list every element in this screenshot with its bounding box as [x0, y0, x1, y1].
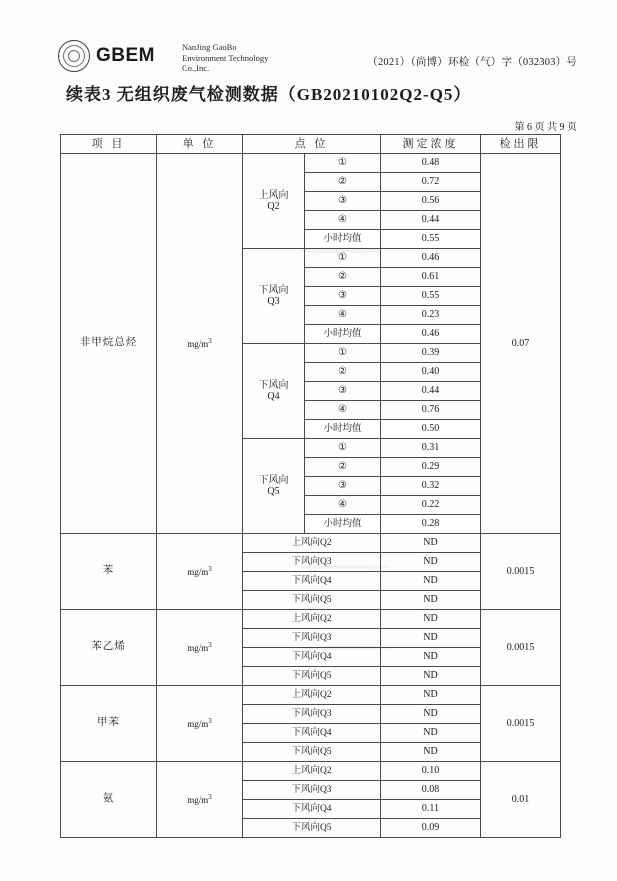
detection-limit: 0.0015	[481, 610, 561, 686]
table-header-row	[61, 135, 561, 154]
measured-value: ND	[381, 553, 481, 572]
measured-value: 0.50	[381, 420, 481, 439]
point-label: 下风向Q3	[243, 629, 381, 648]
measured-value: ND	[381, 591, 481, 610]
item-name: 氨	[61, 762, 157, 838]
sub-point: 小时均值	[305, 230, 381, 249]
item-name: 苯	[61, 534, 157, 610]
point-label: 下风向 Q5	[243, 439, 305, 534]
measured-value: 0.44	[381, 211, 481, 230]
logo-text: GBEM	[96, 45, 155, 66]
page-title: 续表3 无组织废气检测数据（GB20210102Q2-Q5）	[66, 85, 472, 104]
measured-value: ND	[381, 705, 481, 724]
point-label: 下风向 Q3	[243, 249, 305, 344]
sub-point: ①	[305, 344, 381, 363]
col-header-value: 测定浓度	[381, 135, 481, 154]
measured-value: 0.39	[381, 344, 481, 363]
sub-point: ①	[305, 439, 381, 458]
measured-value: 0.22	[381, 496, 481, 515]
sub-point: 小时均值	[305, 420, 381, 439]
measured-value: 0.09	[381, 819, 481, 838]
point-label: 下风向Q4	[243, 724, 381, 743]
measured-value: 0.55	[381, 230, 481, 249]
measured-value: 0.08	[381, 781, 481, 800]
col-header-limit: 检出限	[481, 135, 561, 154]
item-unit: $mg/m^3$	[157, 762, 243, 838]
measured-value: ND	[381, 534, 481, 553]
measured-value: ND	[381, 667, 481, 686]
point-label: 下风向Q5	[243, 819, 381, 838]
measured-value: 0.44	[381, 382, 481, 401]
report-code: （2021）（尚博）环检（气）字（032303）号	[367, 57, 577, 68]
point-label: 下风向Q4	[243, 648, 381, 667]
item-name: 非甲烷总烃	[61, 154, 157, 534]
sub-point: ③	[305, 192, 381, 211]
point-label: 下风向Q3	[243, 781, 381, 800]
measurement-table	[60, 134, 561, 838]
table-body	[61, 154, 561, 838]
detection-limit: 0.0015	[481, 534, 561, 610]
table-row	[61, 610, 561, 629]
col-header-unit: 单 位	[157, 135, 243, 154]
sub-point: ④	[305, 401, 381, 420]
sub-point: ②	[305, 173, 381, 192]
detection-limit: 0.07	[481, 154, 561, 534]
point-label: 下风向Q5	[243, 667, 381, 686]
measured-value: ND	[381, 572, 481, 591]
measured-value: 0.56	[381, 192, 481, 211]
sub-point: ①	[305, 154, 381, 173]
measured-value: 0.55	[381, 287, 481, 306]
sub-point: ④	[305, 211, 381, 230]
table-row	[61, 534, 561, 553]
measured-value: ND	[381, 610, 481, 629]
detection-limit: 0.01	[481, 762, 561, 838]
measured-value: 0.10	[381, 762, 481, 781]
company-name-block	[182, 42, 268, 74]
measured-value: ND	[381, 724, 481, 743]
item-unit: $mg/m^3$	[157, 610, 243, 686]
point-label: 上风向Q2	[243, 762, 381, 781]
measured-value: 0.76	[381, 401, 481, 420]
sub-point: ④	[305, 306, 381, 325]
table-row	[61, 686, 561, 705]
sub-point: ②	[305, 268, 381, 287]
measured-value: 0.46	[381, 249, 481, 268]
point-label: 上风向Q2	[243, 686, 381, 705]
measured-value: 0.29	[381, 458, 481, 477]
point-label: 下风向Q5	[243, 743, 381, 762]
point-label: 下风向Q3	[243, 553, 381, 572]
table-row	[61, 154, 561, 173]
page-number: 第 6 页 共 9 页	[514, 122, 577, 133]
sub-point: ③	[305, 477, 381, 496]
point-label: 下风向Q4	[243, 800, 381, 819]
measured-value: ND	[381, 686, 481, 705]
sub-point: ②	[305, 458, 381, 477]
measured-value: 0.46	[381, 325, 481, 344]
company-line-2: Environment Technology	[182, 52, 269, 63]
measured-value: 0.72	[381, 173, 481, 192]
measured-value: 0.28	[381, 515, 481, 534]
point-label: 下风向Q4	[243, 572, 381, 591]
sub-point: ①	[305, 249, 381, 268]
detection-limit: 0.0015	[481, 686, 561, 762]
sub-point: ④	[305, 496, 381, 515]
col-header-item: 项 目	[61, 135, 157, 154]
measured-value: ND	[381, 629, 481, 648]
measured-value: 0.40	[381, 363, 481, 382]
point-label: 上风向Q2	[243, 610, 381, 629]
company-line-1: NanJing GaoBo	[182, 42, 237, 52]
sub-point: ②	[305, 363, 381, 382]
item-unit: $mg/m^3$	[157, 154, 243, 534]
measured-value: 0.23	[381, 306, 481, 325]
item-name: 甲苯	[61, 686, 157, 762]
logo-emblem-icon	[58, 40, 90, 72]
measured-value: ND	[381, 648, 481, 667]
point-label: 下风向Q3	[243, 705, 381, 724]
sub-point: 小时均值	[305, 515, 381, 534]
sub-point: 小时均值	[305, 325, 381, 344]
measured-value: ND	[381, 743, 481, 762]
col-header-point: 点 位	[243, 135, 381, 154]
sub-point: ③	[305, 382, 381, 401]
measured-value: 0.11	[381, 800, 481, 819]
document-header	[0, 18, 617, 74]
item-name: 苯乙烯	[61, 610, 157, 686]
company-line-3: Co.,Inc.	[182, 63, 210, 73]
measured-value: 0.32	[381, 477, 481, 496]
sub-point: ③	[305, 287, 381, 306]
point-label: 下风向Q5	[243, 591, 381, 610]
point-label: 上风向Q2	[243, 534, 381, 553]
measured-value: 0.31	[381, 439, 481, 458]
point-label: 上风向 Q2	[243, 154, 305, 249]
measured-value: 0.61	[381, 268, 481, 287]
item-unit: $mg/m^3$	[157, 534, 243, 610]
item-unit: $mg/m^3$	[157, 686, 243, 762]
measured-value: 0.48	[381, 154, 481, 173]
table-row	[61, 762, 561, 781]
point-label: 下风向 Q4	[243, 344, 305, 439]
brand-logo	[58, 40, 155, 72]
